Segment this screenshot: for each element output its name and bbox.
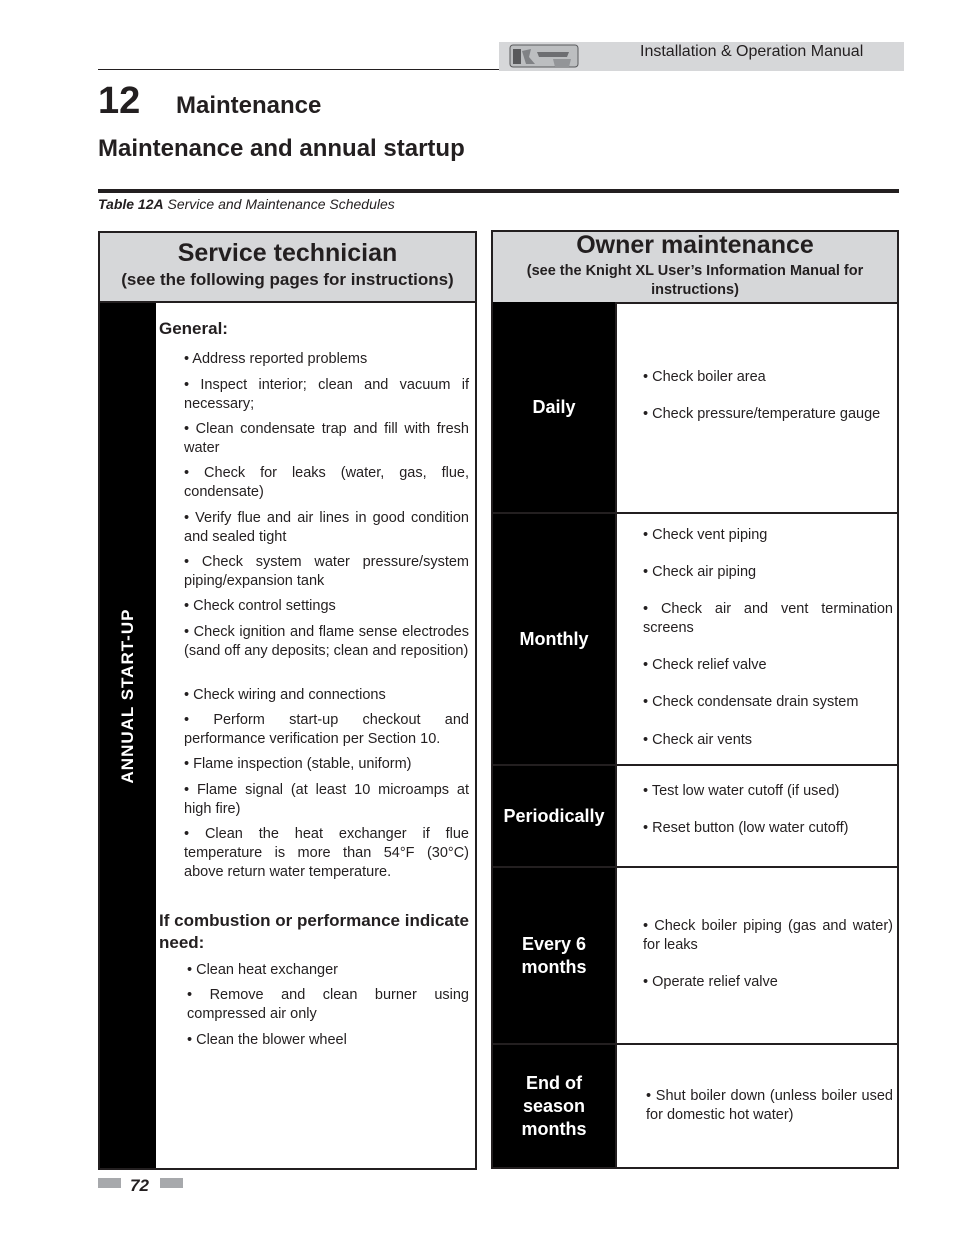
row-divider [615,302,617,512]
general-item: • Flame signal (at least 10 microamps at high fire) [184,782,469,817]
row-divider [615,868,617,1043]
chapter-title: Maintenance [176,92,322,119]
general-item: • Address reported problems [184,351,368,367]
footer-bar-left [98,1178,121,1188]
schedule-item: • Check air vents [643,732,753,748]
schedule-row-periodically [493,766,897,868]
service-technician-title: Service technician [177,239,398,267]
schedule-label: Monthly [493,514,615,764]
schedule-row-daily [493,302,897,514]
table-caption-label: Table 12A [98,196,164,212]
page-number: 72 [130,1176,149,1195]
owner-maintenance-panel [491,230,899,1169]
section-title: Maintenance and annual startup [98,135,465,162]
chapter-number: 12 [98,80,141,122]
general-item: • Perform start-up checkout and performance verification per Section 10. [184,712,469,747]
general-item: • Check for leaks (water, gas, flue, condensate) [184,465,469,500]
schedule-item: • Check pressure/temperature gauge [643,406,881,422]
schedule-item: • Check boiler piping (gas and water) for leaks [643,918,893,953]
schedule-item: • Reset button (low water cutoff) [643,820,849,836]
service-technician-header [100,233,475,303]
service-technician-subtitle: (see the following pages for instructions) [121,270,454,289]
schedule-label: Periodically [493,766,615,866]
general-item: • Flame inspection (stable, uniform) [184,756,412,772]
general-item: • Clean the heat exchanger if flue temperature is more than 54°F (30°C) above return water temperature. [184,826,469,880]
schedule-label-text: End of season months [521,1072,587,1139]
schedule-row-every-6-months [493,868,897,1045]
combustion-item: • Clean heat exchanger [187,962,338,978]
table-caption-text: Service and Maintenance Schedules [167,196,395,212]
manual-title: Installation & Operation Manual [640,43,864,60]
row-divider [615,514,617,764]
schedule-label-text: Every 6 months [521,933,587,977]
schedule-item: • Shut boiler down (unless boiler used for domestic hot water) [646,1088,893,1123]
owner-maintenance-title: Owner maintenance [576,231,814,259]
general-item: • Check wiring and connections [184,687,386,703]
combustion-item: • Clean the blower wheel [187,1032,347,1048]
row-divider [615,766,617,866]
table-caption [98,196,395,212]
schedule-item: • Check boiler area [643,369,766,385]
schedule-label [493,868,615,1043]
owner-maintenance-subtitle: (see the Knight XL User’s Information Manual for instructions) [526,263,864,298]
combustion-item: • Remove and clean burner using compressed air only [187,987,469,1022]
row-divider [615,1045,617,1167]
knight-xl-logo [509,43,581,70]
combustion-heading: If combustion or performance indicate need: [159,911,469,952]
schedule-item: • Check relief valve [643,657,767,673]
schedule-item: • Check vent piping [643,527,768,543]
schedule-item: • Check condensate drain system [643,694,859,710]
schedule-row-monthly [493,514,897,766]
general-item: • Clean condensate trap and fill with fresh water [184,421,469,456]
schedule-item: • Check air and vent termination screens [643,601,893,636]
schedule-label: Daily [493,302,615,512]
section-rule [98,189,899,193]
schedule-row-end-of-season [493,1045,897,1167]
general-item: • Check ignition and flame sense electrodes (sand off any deposits; clean and reposition) [184,624,469,659]
owner-maintenance-header [493,232,897,304]
general-item: • Check control settings [184,598,336,614]
general-heading: General: [159,319,228,338]
footer-bar-right [160,1178,183,1188]
schedule-label [493,1045,615,1167]
schedule-item: • Operate relief valve [643,974,778,990]
general-item: • Verify flue and air lines in good condition and sealed tight [184,510,469,545]
schedule-item: • Test low water cutoff (if used) [643,783,840,799]
annual-startup-label: ANNUAL START-UP [118,608,137,784]
service-technician-panel [98,231,477,1170]
annual-startup-sidebar [100,303,156,1168]
general-item: • Check system water pressure/system piping/expansion tank [184,554,469,589]
general-item: • Inspect interior; clean and vacuum if necessary; [184,377,469,412]
schedule-item: • Check air piping [643,564,757,580]
